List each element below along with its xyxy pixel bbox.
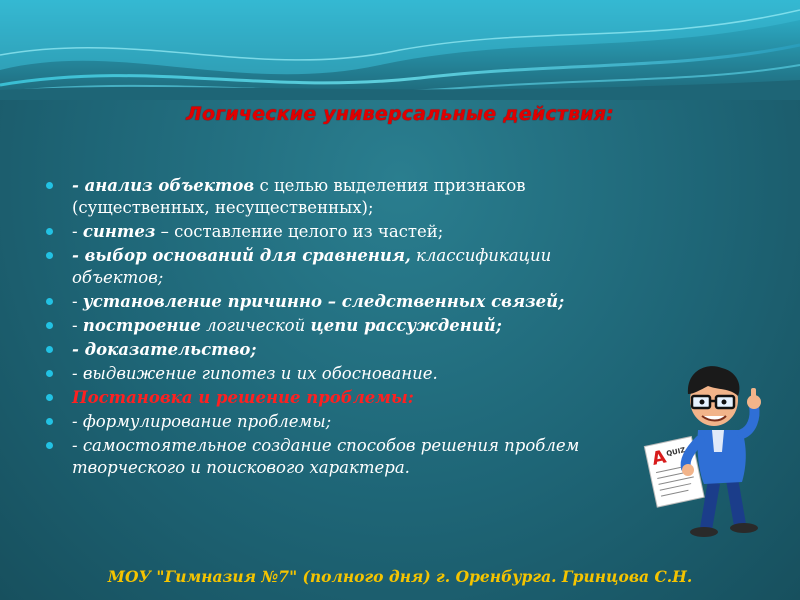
list-item — [46, 315, 646, 337]
list-item — [46, 339, 646, 361]
list-item-text: логической — [200, 316, 311, 335]
bullet-dot-icon — [46, 228, 53, 235]
list-item — [46, 291, 646, 313]
list-item-text: - самостоятельное создание способов решения проблем творческого и поискового характера. — [72, 436, 580, 477]
bullet-dot-icon — [46, 418, 53, 425]
list-item-text: - — [72, 292, 83, 311]
bullet-list — [46, 175, 646, 481]
bullet-dot-icon — [46, 322, 53, 329]
list-item-text: - анализ объектов — [72, 176, 255, 195]
list-item-text: - выдвижение гипотез и их обоснование. — [72, 364, 438, 383]
footer-credit: МОУ "Гимназия №7" (полного дня) г. Оренбурга. Гринцова С.Н. — [107, 567, 693, 586]
list-item-text: установление причинно – следственных связей; — [82, 292, 565, 311]
list-item-text: классификации объектов; — [72, 246, 552, 287]
list-item — [46, 435, 646, 479]
list-item-text: – составление целого из частей; — [155, 222, 444, 241]
quiz-boy-character-illustration — [638, 360, 778, 540]
quiz-sheet-label: QUIZ — [665, 446, 687, 458]
bullet-dot-icon — [46, 298, 53, 305]
list-item — [46, 387, 646, 409]
bullet-dot-icon — [46, 370, 53, 377]
bullet-dot-icon — [46, 252, 53, 259]
list-item — [46, 221, 646, 243]
list-item-text: - — [72, 316, 83, 335]
bullet-dot-icon — [46, 442, 53, 449]
list-item-text: цепи рассуждений; — [310, 316, 502, 335]
list-item-text: - формулирование проблемы; — [72, 412, 332, 431]
bullet-dot-icon — [46, 346, 53, 353]
bullet-dot-icon — [46, 394, 53, 401]
list-item — [46, 411, 646, 433]
list-item — [46, 175, 646, 219]
list-item-text: построение — [82, 316, 201, 335]
list-item — [46, 245, 646, 289]
list-item-text: - доказательство; — [72, 340, 257, 359]
list-item-text: Постановка и решение проблемы: — [72, 388, 414, 407]
bullet-dot-icon — [46, 182, 53, 189]
list-item-text: с целью выделения признаков (существенных, несущественных); — [72, 176, 526, 217]
list-item-text: - выбор оснований для сравнения, — [72, 246, 411, 265]
list-item-text: синтез — [82, 222, 156, 241]
quiz-sheet-letter: A — [650, 446, 669, 470]
wave-header-decoration — [0, 0, 800, 100]
list-item — [46, 363, 646, 385]
list-item-text: - — [72, 222, 83, 241]
slide-title: Логические универсальные действия: — [186, 103, 614, 125]
